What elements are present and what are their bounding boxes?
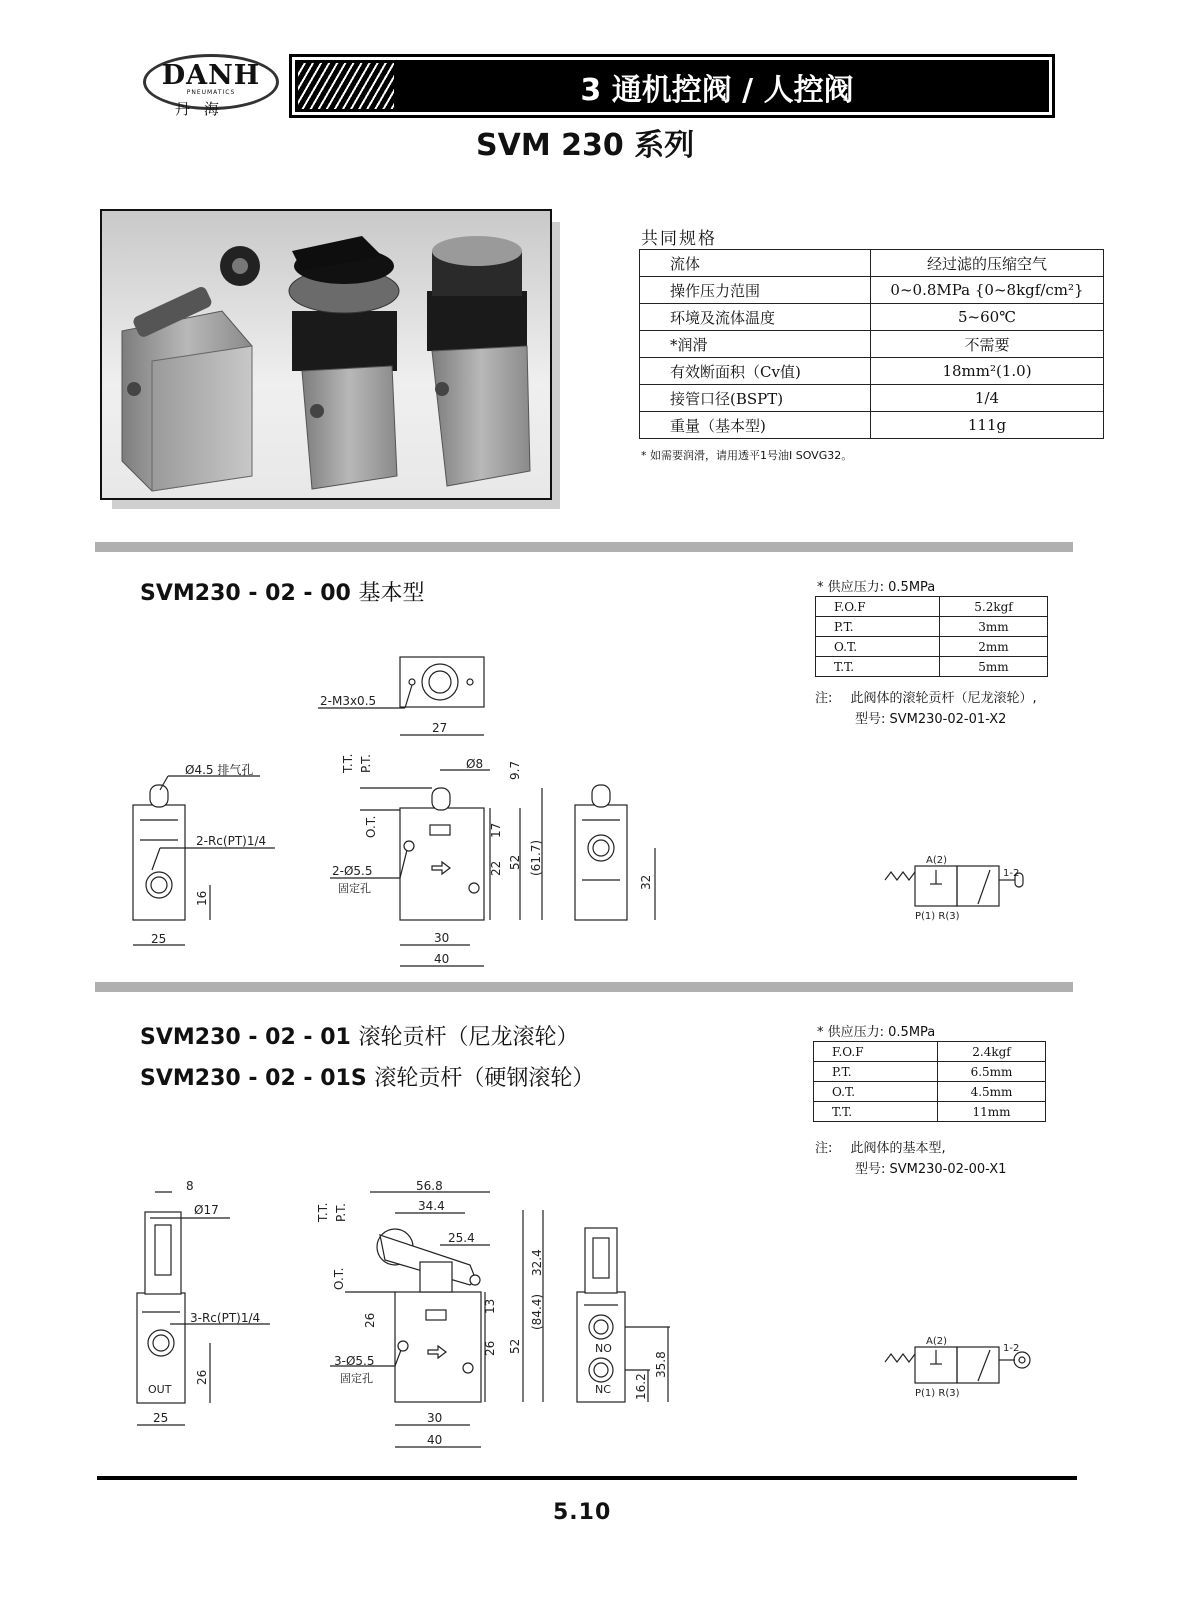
table-row xyxy=(640,331,1104,358)
section2-drawing xyxy=(0,1175,1187,1465)
section2-type1: 滚轮贡杆（尼龙滚轮） xyxy=(358,1025,579,1050)
force-value: 5mm xyxy=(940,657,1048,677)
table-row xyxy=(816,597,1048,617)
section2-title2 xyxy=(140,1061,594,1092)
symbol-label: A(2) xyxy=(926,1336,948,1347)
dim-label: (61.7) xyxy=(529,839,543,876)
dim-label: 30 xyxy=(434,931,450,945)
dim-label: Ø4.5 排气孔 xyxy=(185,763,254,777)
force-value: 5.2kgf xyxy=(940,597,1048,617)
symbol-label: P(1) R(3) xyxy=(915,1388,960,1399)
dim-label: P.T. xyxy=(359,754,373,773)
dim-label: T.T. xyxy=(341,753,355,773)
force-key: P.T. xyxy=(816,617,940,637)
note-label: 注: xyxy=(815,1141,833,1156)
dim-label: 8 xyxy=(186,1179,194,1193)
force-value: 4.5mm xyxy=(938,1082,1046,1102)
dim-label: NC xyxy=(595,1383,611,1396)
logo-brand: DANH xyxy=(161,60,261,91)
dim-label: 16 xyxy=(195,890,209,906)
dim-label: 2-Rc(PT)1/4 xyxy=(196,834,267,848)
spec-footnote: * 如需要润滑，请用透平1号油I SOVG32。 xyxy=(641,449,853,462)
spec-title: 共同规格 xyxy=(641,229,717,249)
table-row xyxy=(814,1062,1046,1082)
section1-drawing xyxy=(0,640,1187,980)
table-row xyxy=(640,385,1104,412)
dim-label: 9.7 xyxy=(508,760,522,780)
dim-label: 25 xyxy=(151,932,167,946)
table-row xyxy=(640,250,1104,277)
spec-value: 经过滤的压缩空气 xyxy=(871,250,1104,277)
dim-label: 3-Rc(PT)1/4 xyxy=(190,1311,261,1325)
force-value: 3mm xyxy=(940,617,1048,637)
dim-label: 17 xyxy=(489,822,503,838)
spec-key: 重量（基本型) xyxy=(640,412,871,439)
force-key: F.O.F xyxy=(814,1042,938,1062)
header-stripes xyxy=(298,63,394,109)
section-divider xyxy=(95,542,1073,552)
spec-key: 流体 xyxy=(640,250,871,277)
section2-note xyxy=(815,1138,1006,1180)
section2-supply: * 供应压力: 0.5MPa xyxy=(817,1025,936,1040)
table-row xyxy=(640,412,1104,439)
dim-label: 26 xyxy=(195,1369,209,1385)
dim-label: P.T. xyxy=(334,1203,348,1222)
header-bar xyxy=(289,54,1055,118)
force-value: 2mm xyxy=(940,637,1048,657)
dim-label: NO xyxy=(595,1342,612,1355)
symbol-label: P(1) R(3) xyxy=(915,911,960,922)
note-line1: 此阀体的基本型, xyxy=(850,1141,946,1156)
dim-label: Ø17 xyxy=(194,1203,219,1217)
section-divider xyxy=(95,982,1073,992)
force-value: 6.5mm xyxy=(938,1062,1046,1082)
section2-type2: 滚轮贡杆（硬钢滚轮） xyxy=(374,1066,595,1091)
page-title: 3 通机控阀 / 人控阀 xyxy=(580,73,854,108)
dim-label: 26 xyxy=(483,1340,497,1356)
spec-table xyxy=(639,249,1104,439)
dim-label: Ø8 xyxy=(466,757,484,771)
logo-cn: 丹海 xyxy=(175,100,234,118)
dim-label: T.T. xyxy=(316,1202,330,1222)
page-number: 5.10 xyxy=(553,1500,612,1525)
dim-label: 25 xyxy=(153,1411,169,1425)
force-key: O.T. xyxy=(816,637,940,657)
spec-value: 0~0.8MPa {0~8kgf/cm²} xyxy=(871,277,1104,304)
table-row xyxy=(816,617,1048,637)
force-key: T.T. xyxy=(814,1102,938,1122)
dim-label: O.T. xyxy=(332,1267,346,1290)
dim-label: 40 xyxy=(434,952,450,966)
note-line2: 型号: SVM230-02-01-X2 xyxy=(855,712,1007,727)
section2-force-table xyxy=(813,1041,1046,1122)
table-row xyxy=(814,1042,1046,1062)
spec-value: 5~60℃ xyxy=(871,304,1104,331)
symbol-label: A(2) xyxy=(926,855,948,866)
dim-label: (84.4) xyxy=(530,1293,544,1330)
dim-label: 30 xyxy=(427,1411,443,1425)
logo-sub: PNEUMATICS xyxy=(186,89,236,96)
table-row xyxy=(640,304,1104,331)
dim-label: 34.4 xyxy=(418,1199,445,1213)
force-value: 2.4kgf xyxy=(938,1042,1046,1062)
note-line2: 型号: SVM230-02-00-X1 xyxy=(855,1162,1007,1177)
table-row xyxy=(640,277,1104,304)
section2-model1: SVM230 - 02 - 01 xyxy=(140,1025,351,1050)
dim-label: 16.2 xyxy=(634,1373,648,1400)
dim-label: 13 xyxy=(483,1298,497,1314)
section1-type: 基本型 xyxy=(358,581,425,606)
dim-label: 固定孔 xyxy=(340,1372,373,1385)
dim-label: 32.4 xyxy=(530,1249,544,1276)
dim-label: 22 xyxy=(489,860,503,876)
note-label: 注: xyxy=(815,691,833,706)
spec-value: 18mm²(1.0) xyxy=(871,358,1104,385)
dim-label: 40 xyxy=(427,1433,443,1447)
force-value: 11mm xyxy=(938,1102,1046,1122)
dim-label: 26 xyxy=(363,1312,377,1328)
dim-label: 56.8 xyxy=(416,1179,443,1193)
dim-label: O.T. xyxy=(364,815,378,838)
footer-line xyxy=(97,1476,1077,1480)
symbol-label: 1-2 xyxy=(1003,868,1020,879)
force-key: T.T. xyxy=(816,657,940,677)
spec-key: 有效断面积（Cv值) xyxy=(640,358,871,385)
spec-value: 111g xyxy=(871,412,1104,439)
table-row xyxy=(640,358,1104,385)
section1-model: SVM230 - 02 - 00 xyxy=(140,581,351,606)
spec-key: 环境及流体温度 xyxy=(640,304,871,331)
dim-label: 52 xyxy=(508,854,522,870)
symbol-label: 1-2 xyxy=(1003,1343,1020,1354)
spec-key: *润滑 xyxy=(640,331,871,358)
force-key: F.O.F xyxy=(816,597,940,617)
section2-model2: SVM230 - 02 - 01S xyxy=(140,1066,367,1091)
dim-label: 32 xyxy=(639,874,653,890)
dim-label: 固定孔 xyxy=(338,882,371,895)
dim-label: 2-M3x0.5 xyxy=(320,694,377,708)
table-row xyxy=(814,1082,1046,1102)
dim-label: 27 xyxy=(432,721,448,735)
spec-value: 不需要 xyxy=(871,331,1104,358)
section1-supply: * 供应压力: 0.5MPa xyxy=(817,580,936,595)
note-line1: 此阀体的滚轮贡杆（尼龙滚轮）, xyxy=(850,691,1037,706)
dim-label: 35.8 xyxy=(654,1351,668,1378)
section2-title1 xyxy=(140,1020,579,1051)
dim-label: OUT xyxy=(148,1383,172,1396)
section1-title xyxy=(140,576,425,607)
force-key: P.T. xyxy=(814,1062,938,1082)
spec-key: 操作压力范围 xyxy=(640,277,871,304)
table-row xyxy=(814,1102,1046,1122)
spec-value: 1/4 xyxy=(871,385,1104,412)
spec-key: 接管口径(BSPT) xyxy=(640,385,871,412)
dim-label: 52 xyxy=(508,1338,522,1354)
product-photo xyxy=(100,209,552,500)
dim-label: 3-Ø5.5 xyxy=(334,1354,375,1368)
dim-label: 25.4 xyxy=(448,1231,475,1245)
series-title: SVM 230 系列 xyxy=(476,128,695,163)
dim-label: 2-Ø5.5 xyxy=(332,864,373,878)
force-key: O.T. xyxy=(814,1082,938,1102)
